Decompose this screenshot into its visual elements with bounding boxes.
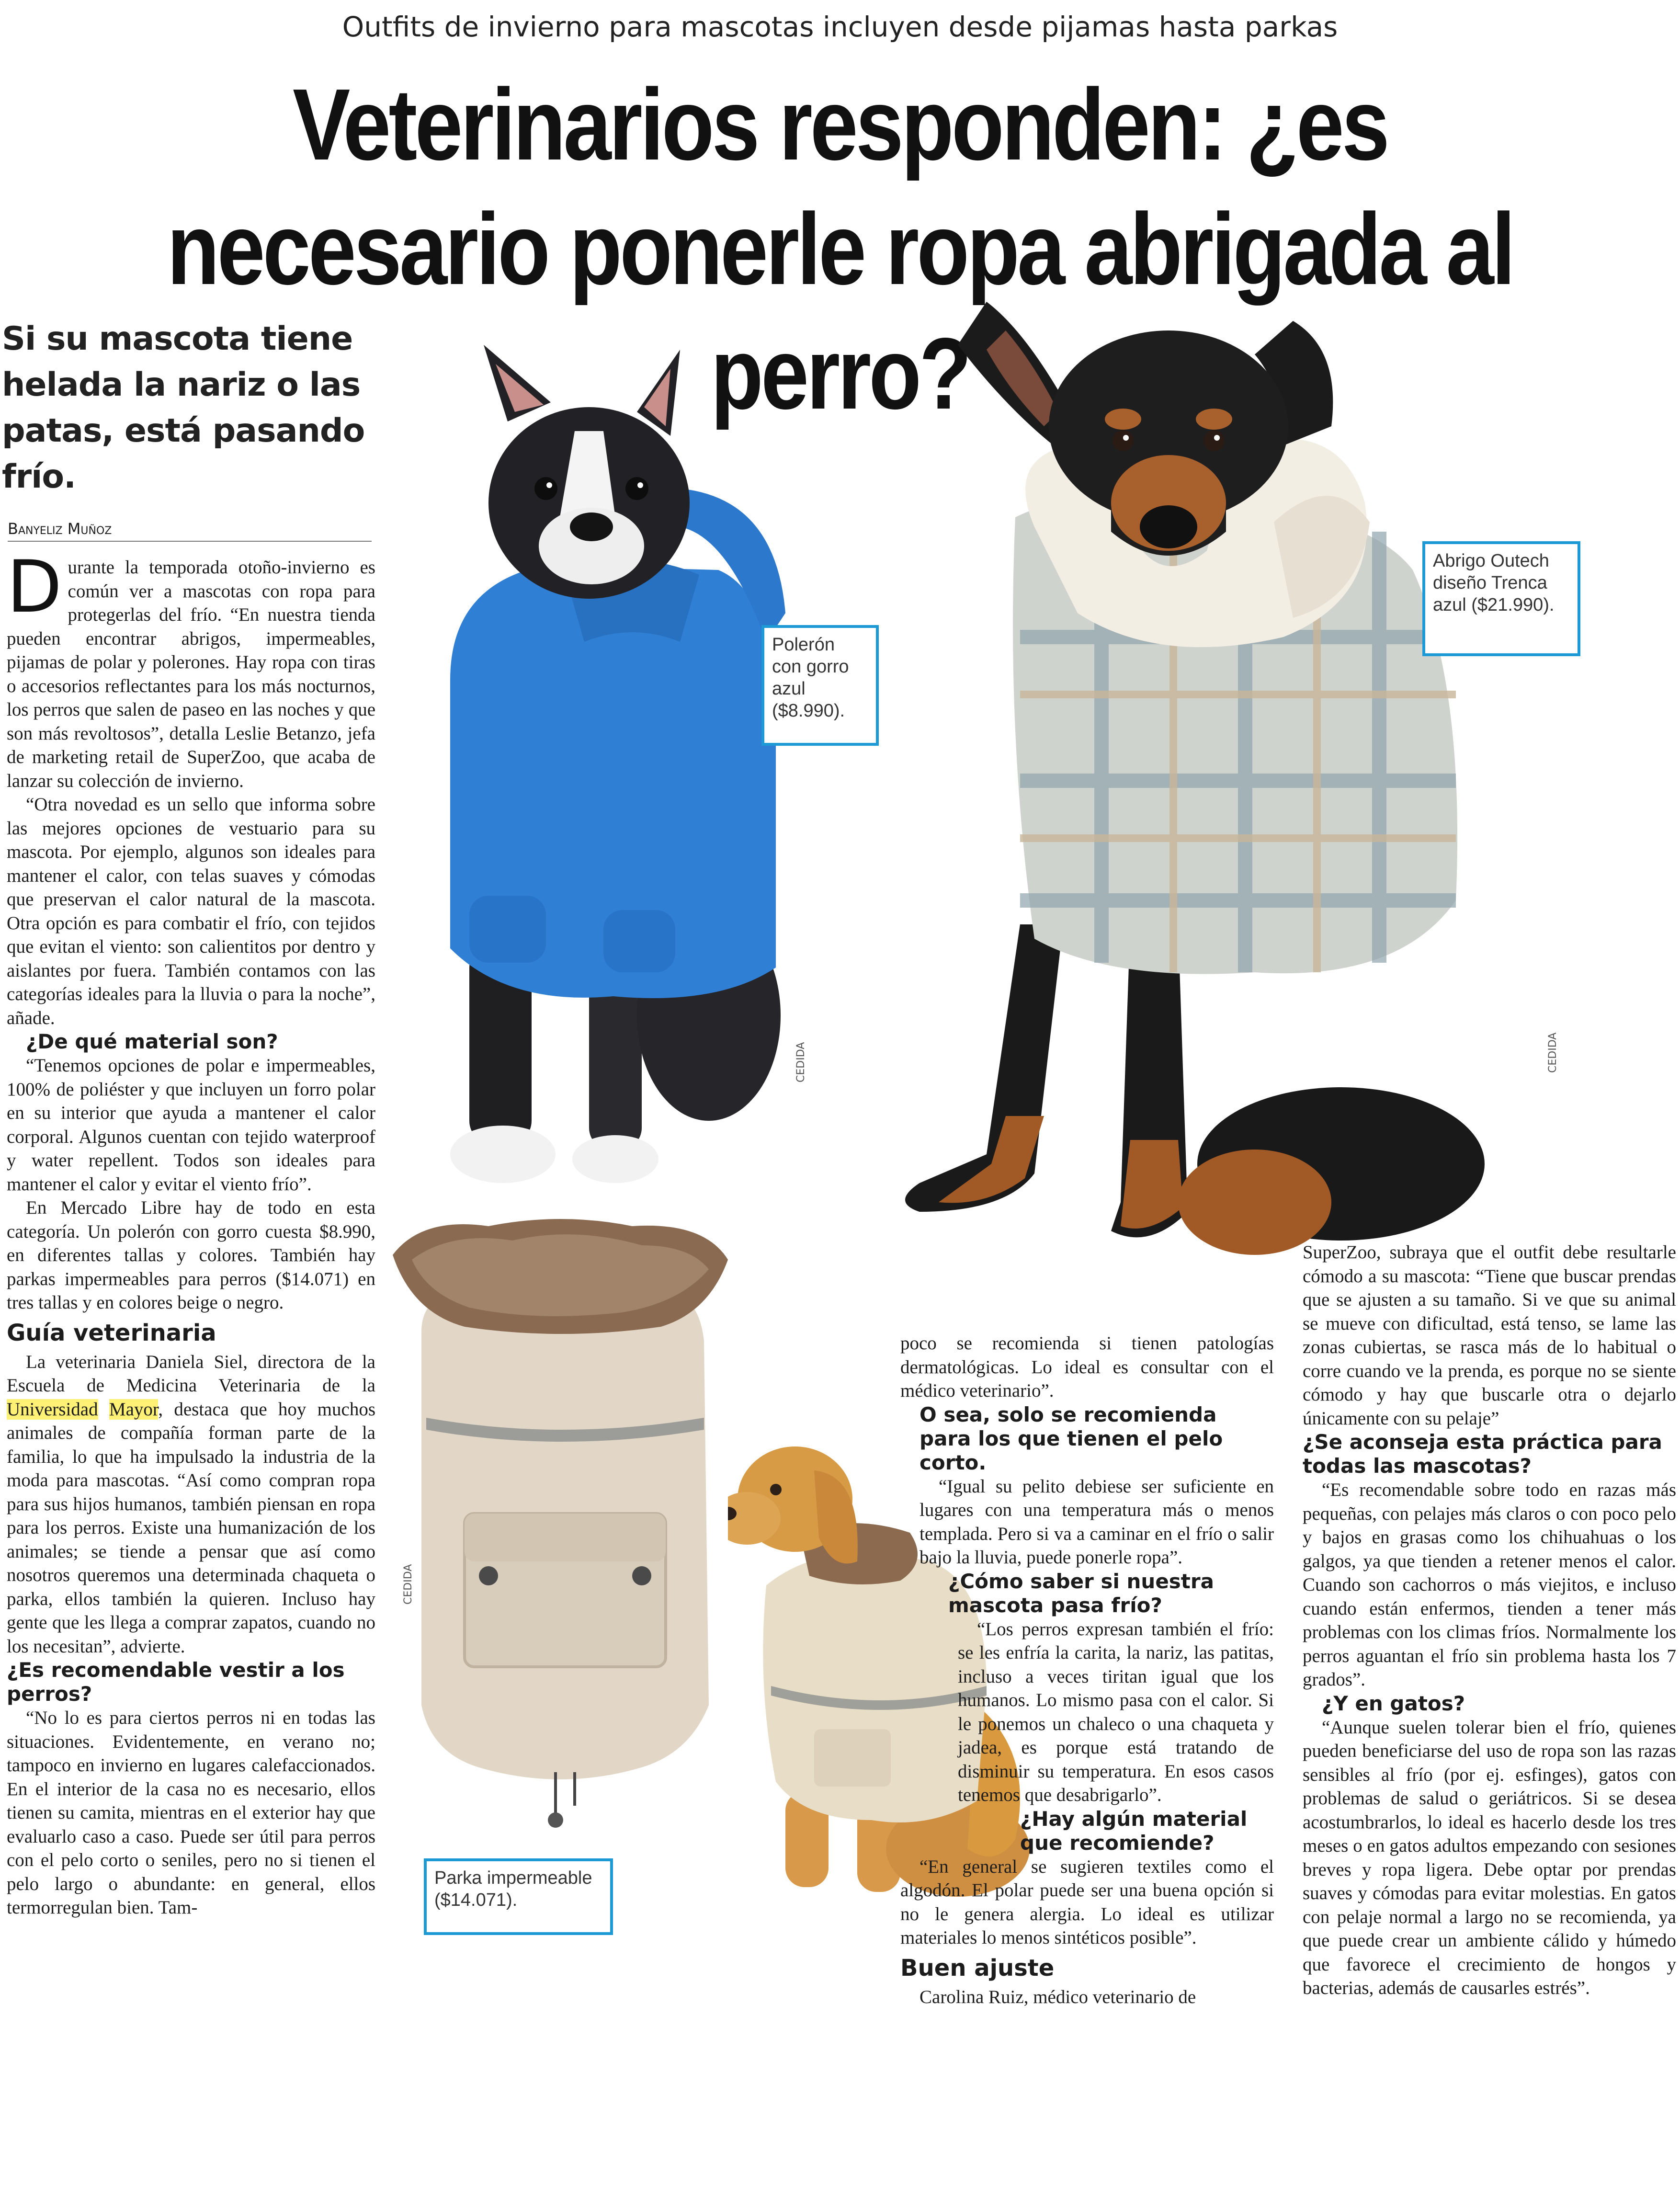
article-column-1 [7,546,375,1920]
subheading: O sea, solo se recomienda para los que tienen el pelo corto. [919,1402,1223,1474]
article-column-3 [900,1332,1274,2009]
photo-beige-parka [393,1217,728,1830]
photo-dog-plaid-coat [862,302,1676,1293]
subheading: ¿Cómo saber si nuestra mascota pasa frío? [948,1569,1214,1617]
byline: Banyeliz Muñoz [8,520,372,542]
paragraph: “Tenemos opciones de polar e impermeables, 100% de poliéster y que incluyen un forro polar en su interior que ayuda a mantener el calor corporal. Algunos cuentan con tejido waterproof y water repellent. Todos son ideales para mantener el calor y evitar el viento frío”. [7,1055,375,1195]
subheading: ¿Y en gatos? [1322,1691,1465,1715]
headline: Veterinarios responden: ¿es necesario ponerle ropa abrigada al perro? [167,68,1513,430]
paragraph: “Es recomendable sobre todo en razas más pequeñas, con pelajes más claros o con poco pelo y bajos en grasas como los chihuahuas o los galgos, ya que tienden a retener menos el calor. Cuando son cachorros o más viejitos, e incluso cuando están enfermos, tienden a tener más problemas con los climas fríos. Normalmente los perros aguantan el frío sin problema hasta los 7 grados”. [1303,1480,1676,1690]
photo-credit: CEDIDA [1547,1032,1559,1073]
caption-hoodie: Polerón con gorro azul ($8.990). [761,625,879,746]
photo-dog-blue-hoodie [431,345,824,1207]
paragraph: La veterinaria Daniela Siel, directora de la Escuela de Medicina Veterinaria de la Universidad Mayor, destaca que hoy muchos animales de compañía forman parte de la familia, lo que ha impulsado la industria de la moda para mascotas. “Así como compran ropa para sus hijos humanos, también piensan en ropa para los perros. Existe una humanización de los animales; se tiende a pensar que así como nosotros queremos una determinada chaqueta o parka, ellos también la quieren. Incluso hay gente que les llega a comprar zapatos, cuando no los necesitan”, advierte. [7,1351,375,1657]
subheading: ¿Hay algún material que recomiende? [1020,1807,1248,1855]
paragraph: “En general se sugieren textiles como el algodón. El polar puede ser una buena opción si no le genera alergia. Lo ideal es utilizar materiales lo menos sintéticos posible”. [900,1856,1274,1948]
section-heading: Guía veterinaria [7,1319,216,1346]
photo-credit: CEDIDA [402,1564,414,1605]
section-heading: Buen ajuste [900,1954,1055,1981]
kicker: Outfits de invierno para mascotas incluyen desde pijamas hasta parkas [342,11,1338,43]
paragraph: SuperZoo, subraya que el outfit debe resultarle cómodo a su mascota: “Tiene que buscar prendas que se ajusten a su tamaño. Si ve que su animal se mueve con dificultad, está tenso, se lame las zonas cubiertas, se rasca más de lo habitual o corre cuando ve la prenda, es porque no se siente cómodo y hay que buscarle otra o dejarlo únicamente con su pelaje” [1303,1242,1676,1429]
article-column-4 [1303,1241,1676,2000]
paragraph: poco se recomienda si tienen patologías dermatológicas. Lo ideal es consultar con el médico veterinario”. [900,1333,1274,1401]
photo-credit: CEDIDA [795,1042,807,1082]
paragraph: “Igual su pelito debiese ser suficiente en lugares con una temperatura más o menos templada. Pero si va a caminar en el frío o salir bajo la lluvia, puede ponerle ropa”. [919,1476,1274,1568]
paragraph: “Los perros expresan también el frío: se les enfría la carita, la nariz, las patitas, incluso a veces tiritan igual que los humanos. Lo mismo pasa con el calor. Si le ponemos un chaleco o una chaqueta y jadea, es porque está tratando de disminuir su temperatura. En esos casos tenemos que desabrigarlo”. [958,1618,1274,1805]
highlight: Mayor [109,1399,159,1420]
paragraph: “No lo es para ciertos perros ni en todas las situaciones. Evidentemente, en verano no; tampoco en invierno en lugares calefaccionados. En el interior de la casa no es necesario, ellos tienen su camita, mientras en el exterior hay que evaluarlo caso a caso. Puede ser útil para perros con el pelo corto o seniles, pero no si tienen el pelo largo o abundante: en general, ellos termorregulan bien. Tam- [7,1708,375,1918]
subheading: ¿Se aconseja esta práctica para todas las mascotas? [1303,1430,1662,1478]
paragraph: En Mercado Libre hay de todo en esta categoría. Un polerón con gorro cuesta $8.990, en diferentes tallas y colores. También hay parkas impermeables para perros ($14.071) en tres tallas y en colores beige o negro. [7,1197,375,1313]
subheading: ¿Es recomendable vestir a los perros? [7,1658,345,1706]
subheading: ¿De qué material son? [26,1030,278,1053]
caption-parka: Parka impermeable ($14.071). [424,1858,613,1935]
drop-cap: D [7,546,62,629]
paragraph: “Otra novedad es un sello que informa sobre las mejores opciones de vestuario para su mascota. Por ejemplo, algunos son ideales para mantener el calor, con telas suaves y cómodas que preservan el calor natural de la mascota. Otra opción es para combatir el frío, con tejidos que evitan el viento: son calientitos por dentro y aislantes por fuera. También contamos con las categorías ideales para la lluvia o para la noche”, añade. [7,794,375,1028]
caption-trench: Abrigo Outech diseño Trenca azul ($21.990). [1422,541,1580,656]
highlight: Universidad [7,1399,98,1420]
paragraph: “Aunque suelen tolerar bien el frío, quienes pueden beneficiarse del uso de ropa son las razas sensibles al frío (por ej. esfinges), gatos con problemas de salud o geriátricos. Si se desea acostumbrarlos, lo ideal es hacerlo desde los tres meses o en gatos adultos empezando con sesiones breves y ropa ligera. Debe optar por prendas suaves y cómodas para evitar molestias. En gatos con pelaje normal a largo no se recomienda, ya que puede crear un ambiente cálido y húmedo que favorece el crecimiento de hongos y bacterias, además de causarles estrés”. [1303,1717,1676,1998]
paragraph: Carolina Ruiz, médico veterinario de [919,1986,1196,2007]
paragraph: Durante la temporada otoño-invierno es común ver a mascotas con ropa para protegerlas del frío. “En nuestra tienda pueden encontrar abrigos, impermeables, pijamas de polar y polerones. Hay ropa con tiras o accesorios reflectantes para los más nocturnos, los perros que salen de paseo en las noches y que son más revoltosos”, detalla Leslie Betanzo, jefa de marketing retail de SuperZoo, que acaba de lanzar su colección de invierno. [7,546,375,791]
deck: Si su mascota tiene helada la nariz o las patas, está pasando frío. [2,320,365,496]
